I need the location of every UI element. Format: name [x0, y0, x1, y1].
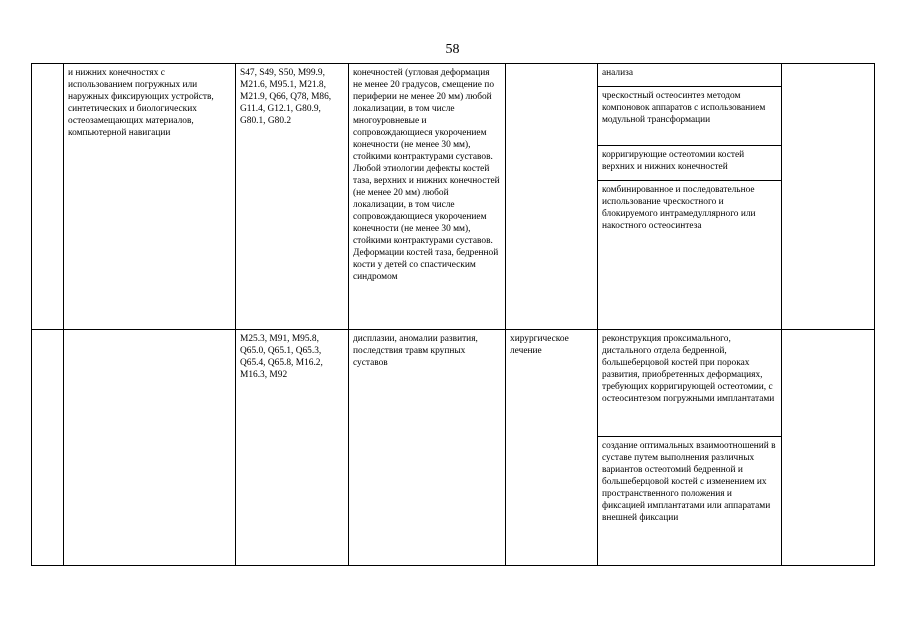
treatment-method-item: комбинированное и последовательное использование чрескостного и блокируемого интрамедуллярного или накостного остеосинтеза [602, 185, 756, 231]
medical-procedures-table [31, 63, 875, 566]
treatment-type-cell [506, 64, 598, 330]
treatment-method-item: создание оптимальных взаимоотношений в суставе путем выполнения различных вариантов остеотомий бедренной и большеберцовой костей с изменением их пространственного положения и фиксацией имплантатами или аппаратами внешней фиксации [602, 441, 776, 523]
cost-cell [782, 64, 875, 330]
row-number-cell [32, 330, 64, 566]
page-number: 58 [445, 42, 460, 57]
patient-model-cell: дисплазии, аномалии развития, последствия травм крупных суставов [349, 330, 506, 566]
treatment-method-item: корригирующие остеотомии костей верхних и нижних конечностей [598, 146, 781, 181]
treatment-method-item: реконструкция проксимального, дистального отдела бедренной, большеберцовой костей при пороках развития, приобретенных деформациях, требующих корригирующей остеотомии, с остеосинтезом погружными имплантатами [598, 330, 781, 437]
table-row [32, 330, 875, 566]
care-type-cell: и нижних конечностях с использованием погружных или наружных фиксирующих устройств, синтетических и биологических остеозамещающих материалов, компьютерной навигации [64, 64, 236, 330]
icd-codes-cell: S47, S49, S50, M99.9, M21.6, M95.1, M21.8, M21.9, Q66, Q78, M86, G11.4, G12.1, G80.9, G80.1, G80.2 [236, 64, 349, 330]
icd-codes-cell: M25.3, M91, M95.8, Q65.0, Q65.1, Q65.3, Q65.4, Q65.8, M16.2, M16.3, M92 [236, 330, 349, 566]
patient-model-cell: конечностей (угловая деформация не менее 20 градусов, смещение по периферии не менее 20 мм) любой локализации, в том числе многоуровневые и сопровождающиеся укорочением конечности (не менее 30 мм), стойкими контрактурами суставов. Любой этиологии дефекты костей таза, верхних и нижних конечностей (не менее 20 мм) любой локализации, в том числе сопровождающиеся укорочением конечности (не менее 30 мм), стойкими контрактурами суставов. Деформации костей таза, бедренной кости у детей со спастическим синдромом [349, 64, 506, 330]
table-row [32, 64, 875, 330]
treatment-methods-cell [598, 330, 782, 566]
care-type-cell [64, 330, 236, 566]
treatment-methods-cell [598, 64, 782, 330]
row-number-cell [32, 64, 64, 330]
treatment-type-cell: хирургическое лечение [506, 330, 598, 566]
cost-cell [782, 330, 875, 566]
treatment-method-item: анализа [598, 64, 781, 87]
treatment-method-item: чрескостный остеосинтез методом компоновок аппаратов с использованием модульной трансформации [598, 87, 781, 146]
